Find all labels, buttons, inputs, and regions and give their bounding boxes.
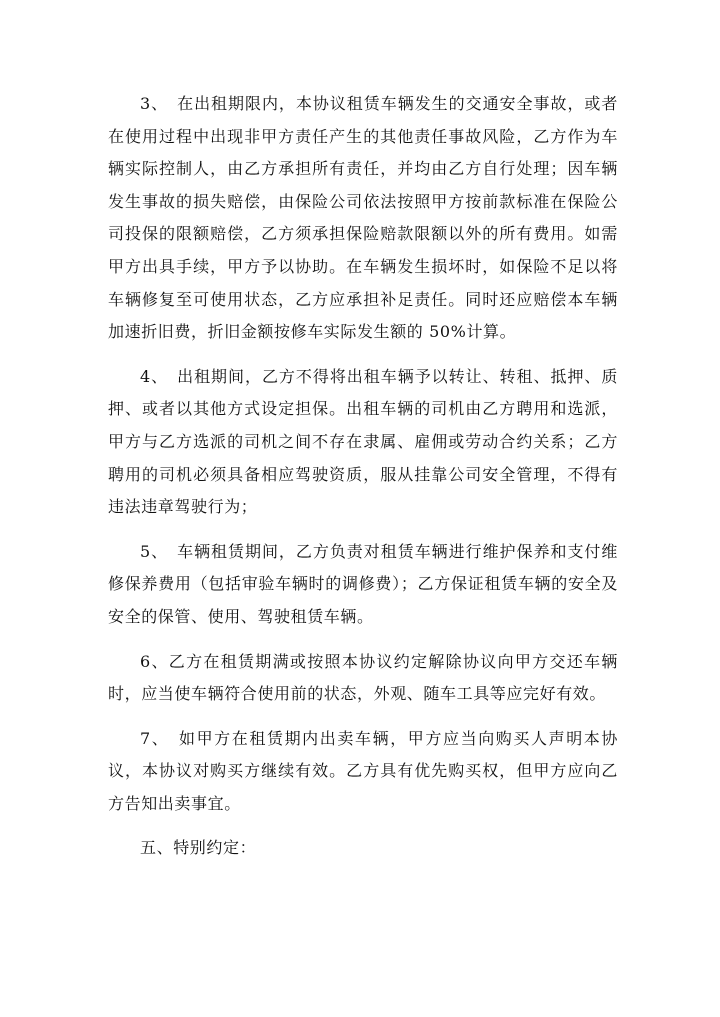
- section-heading-special-terms: 五、特别约定：: [140, 838, 257, 858]
- clause-7-paragraph: 7、 如甲方在租赁期内出卖车辆，甲方应当向购买人声明本协议，本协议对购买方继续有效。乙方具有优先购买权，但甲方应向乙方告知出卖事宜。: [108, 728, 618, 813]
- document-page: [108, 88, 618, 865]
- clause-5-paragraph: 5、 车辆租赁期间，乙方负责对租赁车辆进行维护保养和支付维修保养费用（包括审验车辆时的调修费）；乙方保证租赁车辆的安全及安全的保管、使用、驾驶租赁车辆。: [108, 541, 618, 626]
- clause-4-paragraph: 4、 出租期间，乙方不得将出租车辆予以转让、转租、抵押、质押、或者以其他方式设定担保。出租车辆的司机由乙方聘用和选派，甲方与乙方选派的司机之间不存在隶属、雇佣或劳动合约关系；乙方聘用的司机必须具备相应驾驶资质，服从挂靠公司安全管理，不得有违法违章驾驶行为；: [108, 366, 618, 517]
- clause-6-paragraph: 6、乙方在租赁期满或按照本协议约定解除协议向甲方交还车辆时，应当使车辆符合使用前的状态，外观、随车工具等应完好有效。: [108, 651, 618, 704]
- clause-3-paragraph: 3、 在出租期限内，本协议租赁车辆发生的交通安全事故，或者在使用过程中出现非甲方责任产生的其他责任事故风险，乙方作为车辆实际控制人，由乙方承担所有责任，并均由乙方自行处理；因车辆发生事故的损失赔偿，由保险公司依法按照甲方按前款标准在保险公司投保的限额赔偿，乙方须承担保险赔款限额以外的所有费用。如需甲方出具手续，甲方予以协助。在车辆发生损坏时，如保险不足以将车辆修复至可使用状态，乙方应承担补足责任。同时还应赔偿本车辆加速折旧费，折旧金额按修车实际发生额的 50%计算。: [108, 94, 618, 342]
